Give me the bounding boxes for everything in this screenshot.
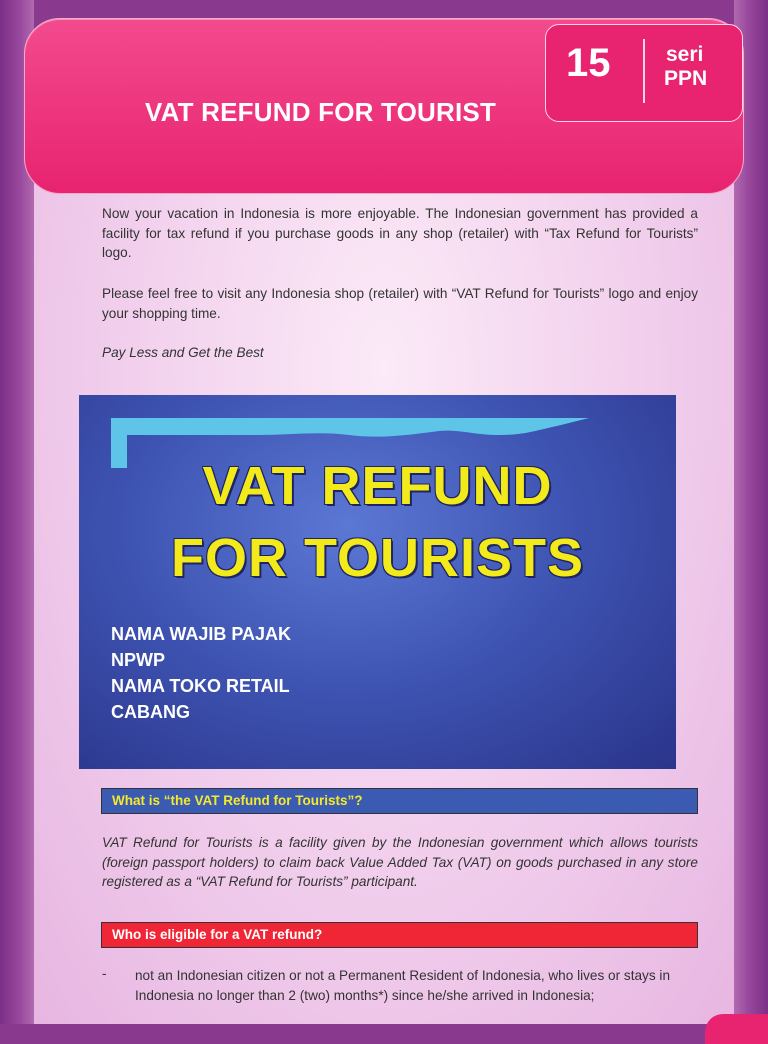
series-label: seri (666, 43, 704, 66)
intro-paragraph-1: Now your vacation in Indonesia is more enjoyable. The Indonesian government has provided a facility for tax refund if you purchase goods in any shop (retailer) with “Tax Refund for Tourists” logo. (102, 206, 698, 260)
eligibility-bullet-1: not an Indonesian citizen or not a Permanent Resident of Indonesia, who lives or stays in Indonesia no longer than 2 (two) months*) since he/she arrived in Indonesia; (135, 968, 671, 1003)
banner-title-line-2: FOR TOURISTS (170, 528, 585, 588)
tagline: Pay Less and Get the Best (102, 345, 264, 360)
intro-paragraph-2: Please feel free to visit any Indonesia shop (retailer) with “VAT Refund for Tourists” logo and enjoy your shopping time. (102, 286, 698, 321)
page-title: VAT REFUND FOR TOURIST (145, 97, 497, 127)
series-ppn-label: PPN (664, 67, 708, 90)
series-number: 15 (566, 41, 611, 85)
badge-divider (643, 39, 645, 103)
vat-refund-logo-banner (79, 395, 676, 769)
section-heading-who-eligible (101, 922, 698, 948)
series-badge (545, 24, 743, 122)
page-corner-tab (705, 1014, 768, 1044)
section-body-what-is: VAT Refund for Tourists is a facility given by the Indonesian government which allows tourists (foreign passport holders) to claim back Value Added Tax (VAT) on goods purchased in any store registered as a “VAT Refund for Tourists” participant. (102, 835, 698, 889)
banner-line-taxpayer-name: NAMA WAJIB PAJAK (111, 624, 292, 644)
bullet-marker: - (102, 966, 107, 981)
section-heading-who-eligible-text: Who is eligible for a VAT refund? (112, 927, 323, 942)
banner-line-branch: CABANG (111, 702, 190, 722)
banner-line-store-name: NAMA TOKO RETAIL (111, 676, 290, 696)
banner-line-npwp: NPWP (111, 650, 165, 670)
section-heading-what-is-text: What is “the VAT Refund for Tourists”? (112, 793, 363, 808)
section-heading-what-is (101, 788, 698, 814)
banner-title-line-1: VAT REFUND (202, 456, 553, 516)
